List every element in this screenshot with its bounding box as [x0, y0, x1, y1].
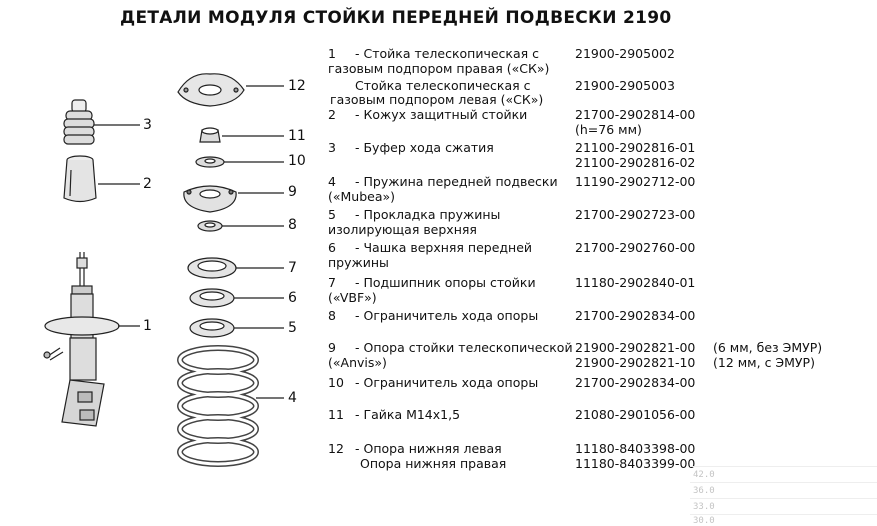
- callout-11: 11: [288, 128, 306, 144]
- part-number: 3: [328, 140, 336, 155]
- part-description: («Mubea»): [328, 189, 396, 204]
- part-description: Опора нижняя правая: [360, 456, 507, 471]
- part-description: - Прокладка пружины: [355, 207, 501, 222]
- part-code: 11180-8403399-00: [575, 456, 696, 471]
- callout-6: 6: [288, 290, 297, 306]
- part-description: - Ограничитель хода опоры: [355, 308, 539, 323]
- part-number: 6: [328, 240, 336, 255]
- background-gridline: [690, 514, 877, 515]
- part-description: - Опора стойки телескопической: [355, 340, 573, 355]
- part-number: 12: [328, 441, 344, 456]
- callout-7: 7: [288, 260, 297, 276]
- part-description: - Подшипник опоры стойки: [355, 275, 536, 290]
- part-note: (6 мм, без ЭМУР): [713, 340, 823, 355]
- part-note: (12 мм, с ЭМУР): [713, 355, 815, 370]
- part-description: - Пружина передней подвески: [355, 174, 558, 189]
- part-number: 2: [328, 107, 336, 122]
- callout-10: 10: [288, 153, 306, 169]
- part-number: 7: [328, 275, 336, 290]
- part-description: - Стойка телескопическая с: [355, 46, 539, 61]
- part-number: 4: [328, 174, 336, 189]
- page-title: ДЕТАЛИ МОДУЛЯ СТОЙКИ ПЕРЕДНЕЙ ПОДВЕСКИ 2190: [120, 8, 672, 28]
- callout-8: 8: [288, 217, 297, 233]
- part-description: - Гайка М14х1,5: [355, 407, 461, 422]
- part-description: газовым подпором левая («СК»): [330, 92, 544, 107]
- part-description: - Ограничитель хода опоры: [355, 375, 539, 390]
- part-description: - Кожух защитный стойки: [355, 107, 528, 122]
- part-code: 21100-2902816-02: [575, 155, 696, 170]
- callout-3: 3: [143, 117, 152, 133]
- callout-1: 1: [143, 318, 152, 334]
- part-code: 21900-2905002: [575, 46, 675, 61]
- part-code: 11180-2902840-01: [575, 275, 696, 290]
- part-code: 21900-2902821-10: [575, 355, 696, 370]
- background-tick-label: 33.0: [693, 502, 715, 512]
- part-description: («VBF»): [328, 290, 377, 305]
- part-code: 21900-2902821-00: [575, 340, 696, 355]
- part-number: 5: [328, 207, 336, 222]
- background-gridline: [690, 498, 877, 499]
- part-description: - Опора нижняя левая: [355, 441, 502, 456]
- part-description: пружины: [328, 255, 389, 270]
- part-code: 21700-2902834-00: [575, 375, 696, 390]
- part-number: 9: [328, 340, 336, 355]
- part-code: 21900-2905003: [575, 78, 675, 93]
- part-description: изолирующая верхняя: [328, 222, 477, 237]
- callout-12: 12: [288, 78, 306, 94]
- part-description: - Чашка верхняя передней: [355, 240, 533, 255]
- callout-4: 4: [288, 390, 297, 406]
- part-number: 8: [328, 308, 336, 323]
- background-gridline: [690, 466, 877, 467]
- callout-2: 2: [143, 176, 152, 192]
- part-code: 21100-2902816-01: [575, 140, 696, 155]
- part-description: («Anvis»): [328, 355, 387, 370]
- part-description: Стойка телескопическая с: [355, 78, 531, 93]
- part-code: 21080-2901056-00: [575, 407, 696, 422]
- part-code: 21700-2902834-00: [575, 308, 696, 323]
- part-code: 11190-2902712-00: [575, 174, 696, 189]
- part-code: 21700-2902760-00: [575, 240, 696, 255]
- background-tick-label: 42.0: [693, 470, 715, 480]
- background-gridline: [690, 482, 877, 483]
- part-description: газовым подпором правая («СК»): [328, 61, 550, 76]
- part-description: - Буфер хода сжатия: [355, 140, 494, 155]
- part-code: 21700-2902814-00: [575, 107, 696, 122]
- callout-9: 9: [288, 184, 297, 200]
- background-tick-label: 30.0: [693, 516, 715, 526]
- part-code-note: (h=76 мм): [575, 122, 642, 137]
- part-code: 11180-8403398-00: [575, 441, 696, 456]
- part-number: 1: [328, 46, 336, 61]
- part-number: 11: [328, 407, 344, 422]
- callout-5: 5: [288, 320, 297, 336]
- part-code: 21700-2902723-00: [575, 207, 696, 222]
- part-number: 10: [328, 375, 344, 390]
- background-tick-label: 36.0: [693, 486, 715, 496]
